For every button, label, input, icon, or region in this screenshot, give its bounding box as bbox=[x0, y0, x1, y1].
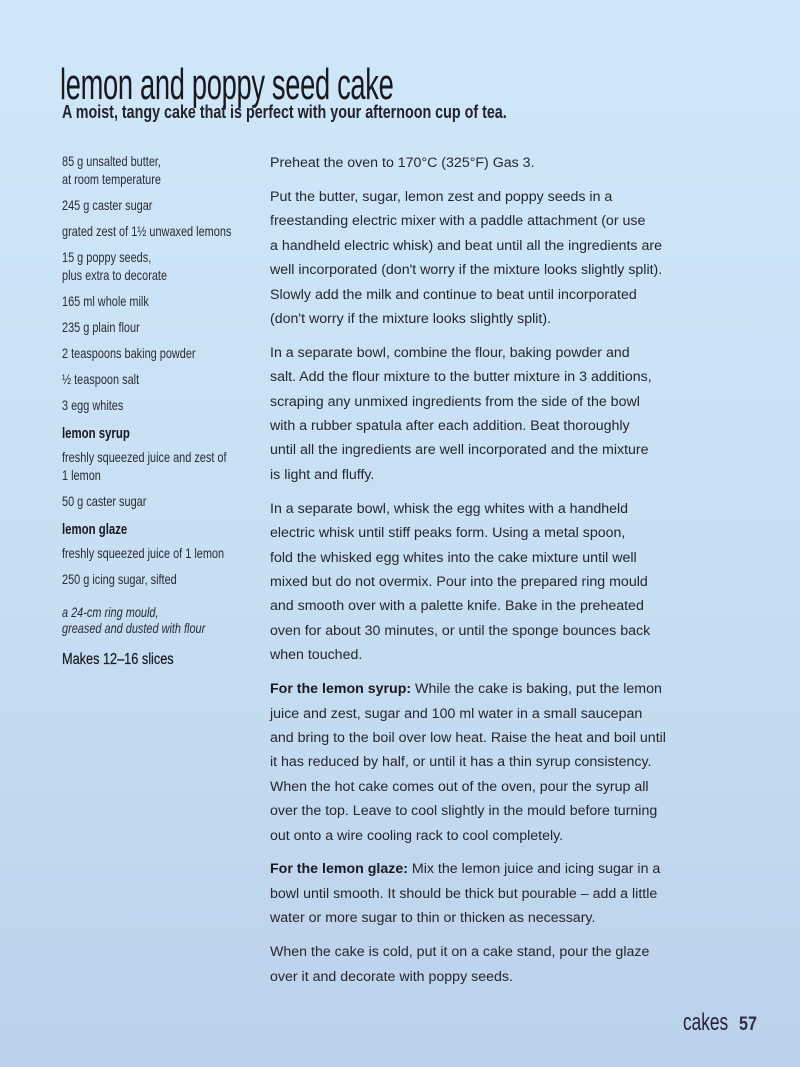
ingredients-list bbox=[62, 152, 262, 670]
method-step: Preheat the oven to 170°C (325°F) Gas 3. bbox=[270, 155, 535, 171]
ingredient-item bbox=[62, 448, 262, 484]
ingredient-item bbox=[62, 292, 262, 310]
method-step: When the cake is cold, put it on a cake stand, pour the glaze over it and decorate with poppy seeds. bbox=[270, 944, 650, 985]
glaze-heading: lemon glaze bbox=[62, 521, 128, 538]
ingredient-line: grated zest of 1½ unwaxed lemons bbox=[62, 223, 232, 239]
method-step: In a separate bowl, combine the flour, baking powder and salt. Add the flour mixture to the butter mixture in 3 additions, scraping any unmixed ingredients from the side of the bowl with a rubber spatula after each addition. Beat thoroughly until all the ingredients are well incorporated and the mixture is light and fluffy. bbox=[270, 344, 652, 483]
ingredient-item bbox=[62, 492, 262, 510]
ingredient-item bbox=[62, 570, 262, 588]
ingredient-line: ½ teaspoon salt bbox=[62, 371, 140, 387]
ingredient-line: 85 g unsalted butter, bbox=[62, 153, 161, 169]
equipment-note bbox=[62, 604, 262, 636]
method-step: Put the butter, sugar, lemon zest and poppy seeds in a freestanding electric mixer with a paddle attachment (or use a handheld electric whisk) and beat until all the ingredients are well incorporated (don't worry if the mixture looks slightly split). Slowly add the milk and continue to beat until incorporated (don't worry if the mixture looks slightly split). bbox=[270, 188, 663, 327]
glaze-label: For the lemon glaze: bbox=[270, 861, 408, 878]
ingredient-item bbox=[62, 396, 262, 414]
ingredient-line: freshly squeezed juice of 1 lemon bbox=[62, 545, 225, 561]
ingredient-line: 3 egg whites bbox=[62, 397, 124, 413]
equipment-line: greased and dusted with flour bbox=[62, 620, 206, 636]
yield-text: Makes 12–16 slices bbox=[62, 651, 174, 668]
ingredient-item bbox=[62, 196, 262, 214]
ingredient-line: 15 g poppy seeds, bbox=[62, 249, 152, 265]
method-text bbox=[270, 151, 690, 999]
ingredient-item bbox=[62, 318, 262, 336]
method-step: In a separate bowl, whisk the egg whites with a handheld electric whisk until stiff peaks form. Using a metal spoon, fold the whisked egg whites into the cake mixture until well mixed but do not overmix. Pour into the prepared ring mould and smooth over with a palette knife. Bake in the preheated oven for about 30 minutes, or until the sponge bounces back when touched. bbox=[270, 500, 651, 664]
ingredient-line: freshly squeezed juice and zest of bbox=[62, 449, 227, 465]
method-step-glaze: For the lemon glaze: Mix the lemon juice and icing sugar in a bowl until smooth. It should be thick but pourable – add a little water or more sugar to thin or thicken as necessary. bbox=[270, 861, 661, 927]
ingredient-item bbox=[62, 248, 262, 284]
ingredient-line: 245 g caster sugar bbox=[62, 197, 153, 213]
ingredient-item bbox=[62, 222, 262, 240]
ingredient-line: at room temperature bbox=[62, 171, 161, 187]
page-number: 57 bbox=[739, 1014, 757, 1035]
recipe-subtitle: A moist, tangy cake that is perfect with your afternoon cup of tea. bbox=[62, 102, 507, 122]
ingredient-item bbox=[62, 370, 262, 388]
page-footer bbox=[683, 1008, 760, 1040]
syrup-label: For the lemon syrup: bbox=[270, 681, 412, 698]
ingredient-line: 250 g icing sugar, sifted bbox=[62, 571, 177, 587]
ingredient-line: 1 lemon bbox=[62, 467, 101, 483]
ingredient-line: plus extra to decorate bbox=[62, 267, 168, 283]
ingredient-item bbox=[62, 344, 262, 362]
method-step-syrup: For the lemon syrup: While the cake is baking, put the lemon juice and zest, sugar and 100 ml water in a small saucepan and bring to the boil over low heat. Raise the heat and boil until it has reduced by half, or until it has a thin syrup consistency. When the hot cake comes out of the oven, pour the syrup all over the top. Leave to cool slightly in the mould before turning out onto a wire cooling rack to cool completely. bbox=[270, 681, 666, 844]
ingredient-line: 235 g plain flour bbox=[62, 319, 140, 335]
ingredient-line: 2 teaspoons baking powder bbox=[62, 345, 196, 361]
section-name: cakes bbox=[683, 1009, 729, 1036]
syrup-heading: lemon syrup bbox=[62, 425, 130, 442]
equipment-line: a 24-cm ring mould, bbox=[62, 604, 159, 620]
ingredient-item bbox=[62, 544, 262, 562]
ingredient-line: 50 g caster sugar bbox=[62, 493, 147, 509]
recipe-title: lemon and poppy seed cake bbox=[60, 60, 394, 110]
ingredient-item bbox=[62, 152, 262, 188]
ingredient-line: 165 ml whole milk bbox=[62, 293, 149, 309]
